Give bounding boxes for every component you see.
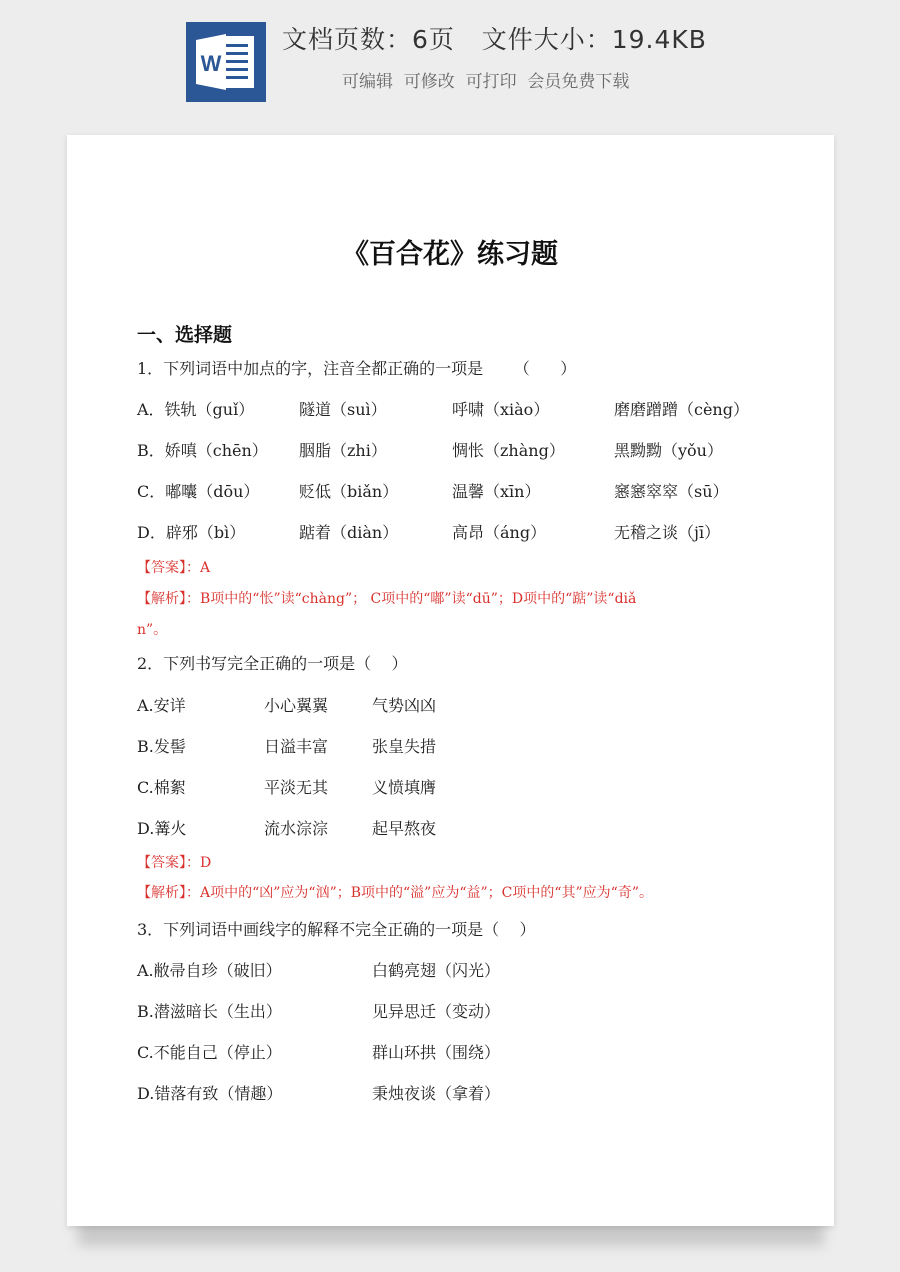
q3-option-c-1: C.不能自己（停止） — [137, 1043, 282, 1062]
q3-option-b-2: 见异思迁（变动） — [372, 1002, 501, 1021]
section-heading: 一、选择题 — [137, 324, 233, 346]
svg-text:W: W — [200, 51, 222, 76]
word-document-icon — [186, 22, 266, 102]
q2-option-d-1: D.篝火 — [137, 819, 187, 838]
q2-option-c-2: 平淡无其 — [264, 778, 329, 797]
q1-option-b-4: 黑黝黝（yǒu） — [614, 441, 723, 460]
q3-option-a-1: A.敝帚自珍（破旧） — [137, 961, 282, 980]
q1-analysis-line-2: n”。 — [137, 622, 168, 638]
q1-option-b-1: B．娇嗔（chēn） — [137, 441, 268, 460]
q2-answer: 【答案】：D — [137, 855, 212, 871]
q2-option-c-3: 义愤填膺 — [372, 778, 437, 797]
page-title: 《百合花》练习题 — [342, 239, 558, 270]
q1-option-c-3: 温馨（xīn） — [452, 482, 541, 501]
q2-option-c-1: C.棉絮 — [137, 778, 186, 797]
question-3-stem: 3．下列词语中画线字的解释不完全正确的一项是（ ） — [137, 920, 536, 939]
document-features: 可编辑 可修改 可打印 会员免费下载 — [342, 72, 630, 92]
q1-option-c-4: 窸窸窣窣（sū） — [614, 482, 729, 501]
q1-option-d-1: D．辟邪（bì） — [137, 523, 246, 542]
q1-answer: 【答案】：A — [137, 560, 211, 576]
q2-analysis: 【解析】：A项中的“凶”应为“汹”；B项中的“溢”应为“益”；C项中的“其”应为“奇”。 — [137, 885, 653, 901]
q2-option-a-3: 气势凶凶 — [372, 696, 437, 715]
q2-option-b-2: 日溢丰富 — [264, 737, 329, 756]
document-stats: 文档页数：6页 文件大小：19.4KB — [282, 25, 707, 54]
q1-option-d-2: 踮着（diàn） — [299, 523, 399, 542]
q3-option-b-1: B.潜滋暗长（生出） — [137, 1002, 282, 1021]
q1-option-a-2: 隧道（suì） — [299, 400, 387, 419]
q1-option-a-3: 呼啸（xiào） — [452, 400, 550, 419]
q2-option-a-2: 小心翼翼 — [264, 696, 329, 715]
q1-option-a-1: A．铁轨（guǐ） — [137, 400, 255, 419]
q1-option-b-3: 惆怅（zhàng） — [452, 441, 565, 460]
q3-option-c-2: 群山环拱（围绕） — [372, 1043, 501, 1062]
q1-option-d-4: 无稽之谈（jī） — [614, 523, 721, 542]
q2-option-b-3: 张皇失措 — [372, 737, 437, 756]
question-2-stem: 2．下列书写完全正确的一项是（ ） — [137, 654, 408, 673]
q3-option-a-2: 白鹤亮翅（闪光） — [372, 961, 501, 980]
q2-option-b-1: B.发髻 — [137, 737, 186, 756]
q1-option-a-4: 磨磨蹭蹭（cèng） — [614, 400, 749, 419]
document-info-header — [0, 0, 900, 118]
q1-option-b-2: 胭脂（zhi） — [299, 441, 387, 460]
q2-option-d-3: 起早熬夜 — [372, 819, 437, 838]
q1-analysis-line-1: 【解析】：B项中的“怅”读“chàng”； C项中的“嘟”读“dū”；D项中的“踮”读“diǎ — [137, 591, 637, 607]
q2-option-d-2: 流水淙淙 — [264, 819, 329, 838]
q2-option-a-1: A.安详 — [137, 696, 186, 715]
q1-option-c-1: C．嘟囔（dōu） — [137, 482, 260, 501]
q1-option-d-3: 高昂（áng） — [452, 523, 547, 542]
q3-option-d-2: 秉烛夜谈（拿着） — [372, 1084, 501, 1103]
q1-option-c-2: 贬低（biǎn） — [299, 482, 399, 501]
q3-option-d-1: D.错落有致（情趣） — [137, 1084, 283, 1103]
question-1-stem: 1．下列词语中加点的字，注音全都正确的一项是 （ ） — [137, 359, 577, 378]
